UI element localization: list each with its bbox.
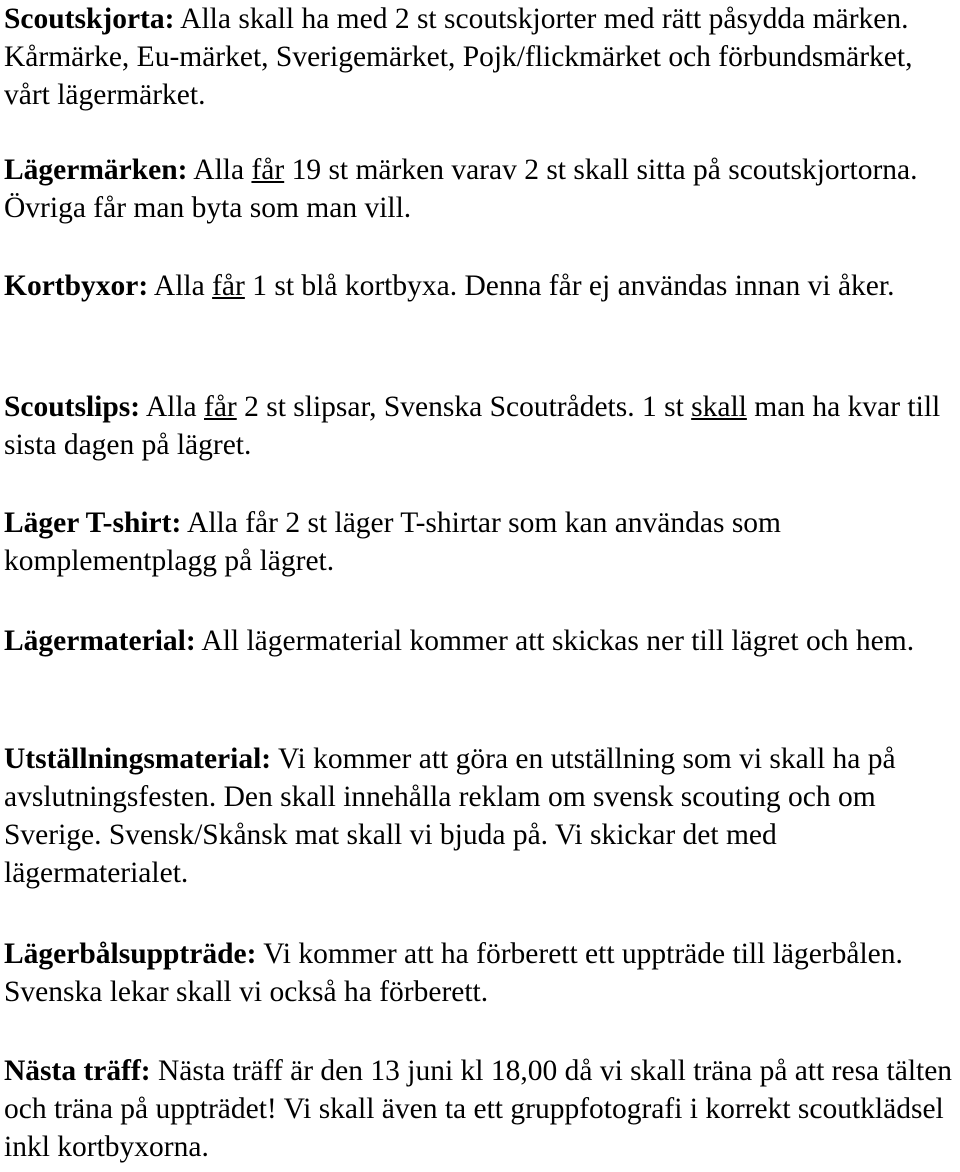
paragraph-text: Alla xyxy=(140,391,204,423)
term-label: Utställningsmaterial: xyxy=(4,743,272,775)
underlined-word: får xyxy=(204,391,237,423)
underlined-word: får xyxy=(251,154,285,186)
paragraph-text: Alla xyxy=(148,270,213,302)
underlined-word: skall xyxy=(691,391,747,423)
term-label: Kortbyxor: xyxy=(4,270,149,302)
paragraph-text: All lägermaterial kommer att skickas ner till lägret och hem. xyxy=(195,625,915,657)
paragraph-text: 1 st blå kortbyxa. Denna får ej användas innan vi åker. xyxy=(244,270,895,302)
paragraph-lagermaterial xyxy=(4,622,958,660)
term-label: Lägermärken: xyxy=(4,154,188,186)
paragraph-utstallningsmaterial xyxy=(4,740,958,892)
underlined-word: får xyxy=(212,270,245,302)
paragraph-text: Alla skall ha med 2 st scoutskjorter med rätt påsydda märken. Kårmärke, Eu-märket, Sverigemärket, Pojk/flickmärket och förbundsmärket, vårt lägermärket. xyxy=(4,3,913,111)
paragraph-text: Nästa träff är den 13 juni kl 18,00 då vi skall träna på att resa tälten och träna på uppträdet! Vi skall även ta ett gruppfotografi i korrekt scoutklädsel inkl kortbyxorna. xyxy=(4,1055,953,1163)
paragraph-text: Alla får 2 st läger T-shirtar som kan användas som komplementplagg på lägret. xyxy=(4,507,782,577)
paragraph-text: 2 st slipsar, Svenska Scoutrådets. 1 st xyxy=(236,391,692,423)
paragraph-text: Vi kommer att ha förberett ett uppträde till lägerbålen. Svenska lekar skall vi också ha förberett. xyxy=(4,938,903,1008)
paragraph-scoutslips xyxy=(4,388,958,464)
term-label: Scoutslips: xyxy=(4,391,141,423)
term-label: Lägermaterial: xyxy=(4,625,196,657)
term-label: Lägerbålsuppträde: xyxy=(4,938,257,970)
term-label: Nästa träff: xyxy=(4,1055,151,1087)
paragraph-lagerbalsupptrade xyxy=(4,935,958,1011)
paragraph-nasta-traff xyxy=(4,1052,958,1166)
paragraph-lagermarken xyxy=(4,151,958,227)
paragraph-kortbyxor xyxy=(4,267,958,305)
paragraph-text: Alla xyxy=(187,154,252,186)
paragraph-scoutskjorta xyxy=(4,0,958,114)
paragraph-text: 19 st märken varav 2 st skall sitta på scoutskjortorna. Övriga får man byta som man vill. xyxy=(4,154,918,224)
paragraph-text: Vi kommer att göra en utställning som vi skall ha på avslutningsfesten. Den skall innehålla reklam om svensk scouting och om Sverige. Svensk/Skånsk mat skall vi bjuda på. Vi skickar det med lägermaterialet. xyxy=(4,743,896,889)
paragraph-lager-tshirt xyxy=(4,504,958,580)
term-label: Scoutskjorta: xyxy=(4,3,175,35)
paragraph-text: man ha kvar till sista dagen på lägret. xyxy=(4,391,941,461)
term-label: Läger T-shirt: xyxy=(4,507,182,539)
